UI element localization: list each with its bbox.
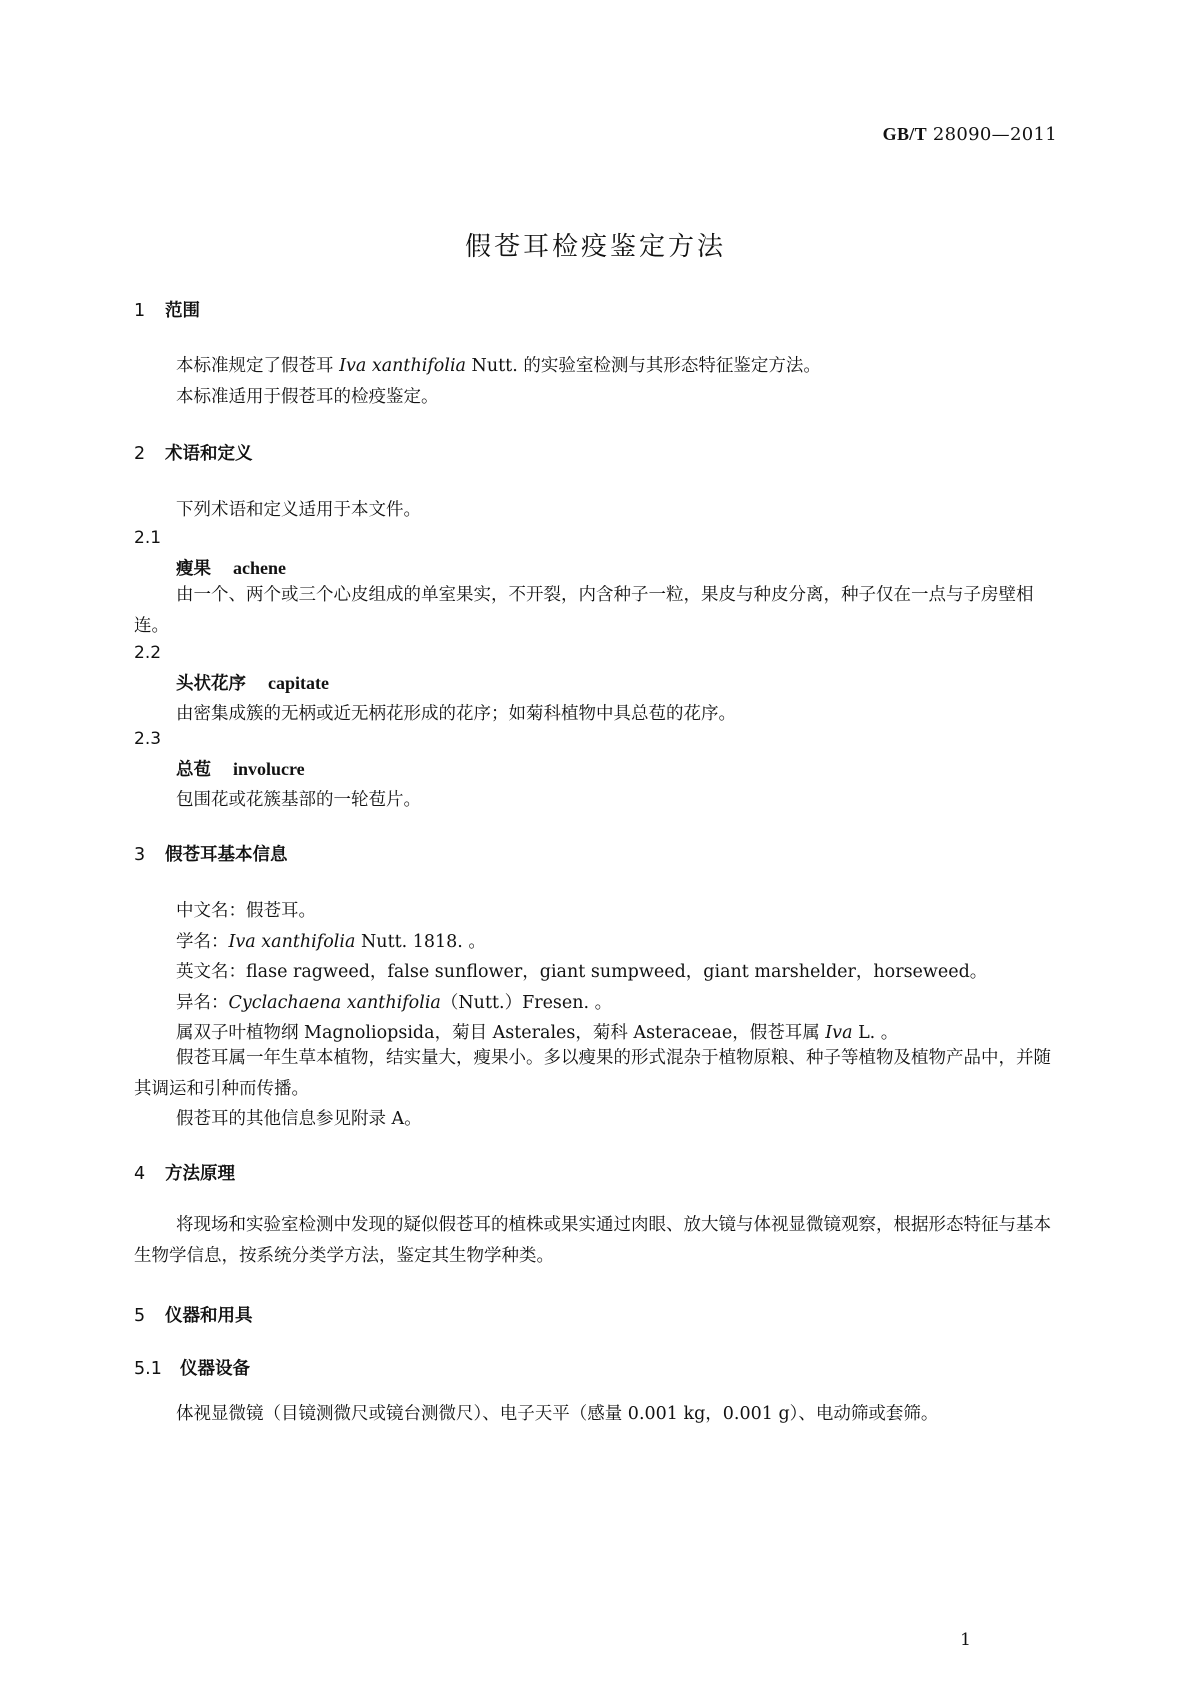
standard-code: 28090—2011 <box>932 124 1057 145</box>
chinese-name: 中文名：假苍耳。 <box>176 901 316 921</box>
section-number: 4 <box>134 1164 146 1184</box>
section-1-heading <box>134 297 200 322</box>
term-definition: 由一个、两个或三个心皮组成的单室果实，不开裂，内含种子一粒，果皮与种皮分离，种子仅在一点与子房壁相连。 <box>134 585 1034 636</box>
classification: 属双子叶植物纲 Magnoliopsida，菊目 Asterales，菊科 Asteraceae，假苍耳属 Iva L. 。 <box>176 1023 899 1043</box>
section-title: 假苍耳基本信息 <box>165 845 288 865</box>
method-principle: 将现场和实验室检测中发现的疑似假苍耳的植株或果实通过肉眼、放大镜与体视显微镜观察，根据形态特征与基本生物学信息，按系统分类学方法，鉴定其生物学种类。 <box>134 1215 1051 1266</box>
term-capitate: 头状花序 capitate <box>176 673 329 694</box>
terms-intro: 下列术语和定义适用于本文件。 <box>176 500 421 520</box>
section-title: 范围 <box>165 301 200 321</box>
standard-number <box>883 124 1057 145</box>
document-title: 假苍耳检疫鉴定方法 <box>464 232 726 262</box>
section-5-1-heading <box>134 1355 250 1380</box>
section-4-heading <box>134 1160 235 1185</box>
scope-paragraph-2: 本标准适用于假苍耳的检疫鉴定。 <box>176 387 439 407</box>
section-number: 3 <box>134 845 146 865</box>
scope-paragraph-1: 本标准规定了假苍耳 Iva xanthifolia Nutt. 的实验室检测与其形态特征鉴定方法。 <box>176 356 821 376</box>
species-name: Iva xanthifolia <box>339 356 466 376</box>
equipment-list: 体视显微镜（目镜测微尺或镜台测微尺）、电子天平（感量 0.001 kg，0.001 g）、电动筛或套筛。 <box>176 1404 939 1424</box>
section-title: 仪器设备 <box>180 1359 250 1379</box>
section-number: 2 <box>134 444 146 464</box>
synonym: 异名：Cyclachaena xanthifolia（Nutt.）Fresen. 。 <box>176 993 613 1013</box>
term-definition: 包围花或花簇基部的一轮苞片。 <box>176 790 421 810</box>
section-5-heading <box>134 1302 253 1327</box>
section-title: 方法原理 <box>165 1164 235 1184</box>
section-title: 术语和定义 <box>165 444 253 464</box>
section-2-heading <box>134 440 253 465</box>
section-title: 仪器和用具 <box>165 1306 253 1326</box>
other-info: 假苍耳的其他信息参见附录 A。 <box>176 1109 422 1129</box>
description: 假苍耳属一年生草本植物，结实量大，瘦果小。多以瘦果的形式混杂于植物原粮、种子等植物及植物产品中，并随其调运和引种而传播。 <box>134 1048 1051 1099</box>
section-number: 5.1 <box>134 1359 162 1379</box>
section-3-heading <box>134 841 288 866</box>
term-achene: 瘦果 achene <box>176 558 286 579</box>
english-names: 英文名：flase ragweed，false sunflower，giant sumpweed，giant marshelder，horseweed。 <box>176 962 988 982</box>
section-number: 5 <box>134 1306 146 1326</box>
term-involucre: 总苞 involucre <box>176 759 305 780</box>
standard-prefix: GB/T <box>882 124 927 144</box>
section-number: 1 <box>134 301 146 321</box>
term-number: 2.3 <box>134 729 162 749</box>
term-number: 2.1 <box>134 528 162 548</box>
scientific-name: 学名：Iva xanthifolia Nutt. 1818. 。 <box>176 932 486 952</box>
term-number: 2.2 <box>134 643 162 663</box>
page-number: 1 <box>960 1630 971 1650</box>
term-definition: 由密集成簇的无柄或近无柄花形成的花序；如菊科植物中具总苞的花序。 <box>176 704 736 724</box>
